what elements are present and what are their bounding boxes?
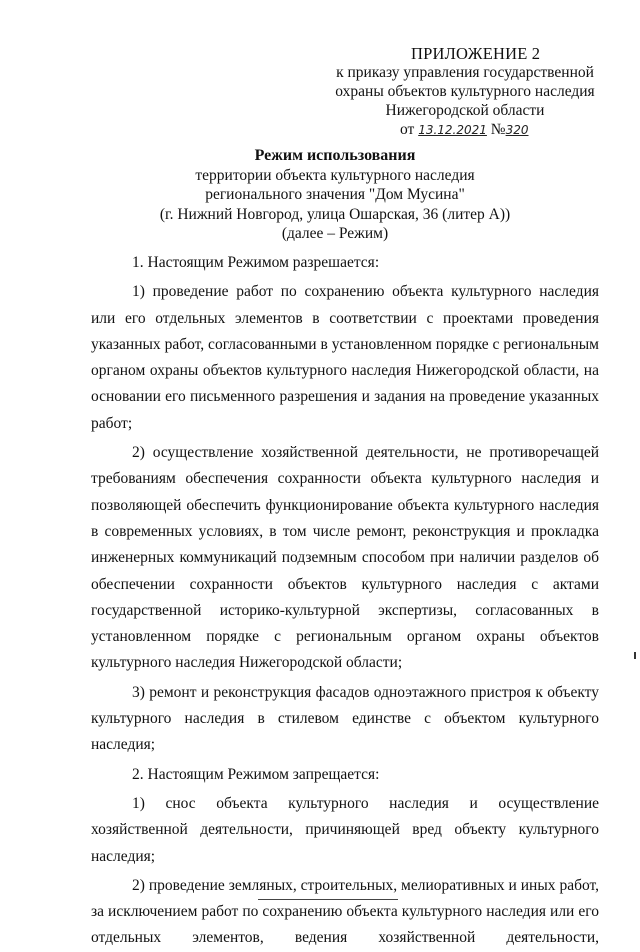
appendix-line-1: к приказу управления государственной	[336, 64, 594, 81]
number-prefix: №	[490, 121, 506, 138]
section-1-item-3: 3) ремонт и реконструкция фасадов одноэтажного пристроя к объекту культурного наследия в стилевом единстве с объектом культурного наследия;	[91, 683, 599, 754]
date-prefix: от	[400, 121, 415, 138]
handwritten-number: 320	[505, 123, 529, 137]
page-bottom-rule	[258, 899, 398, 900]
title-line-1: территории объекта культурного наследия	[195, 166, 475, 184]
appendix-line-2: охраны объектов культурного наследия	[335, 83, 595, 100]
title-line-2: регионального значения "Дом Мусина"	[205, 186, 465, 203]
appendix-header	[330, 44, 600, 140]
section-1-item-2: 2) осуществление хозяйственной деятельности, не противоречащей требованиям обеспечения сохранности объекта культурного наследия и позволяющей обеспечить функционирование объекта культурного наследия в современных условиях, в том числе ремонт, реконструкция и прокладка инженерных коммуникаций подземным способом при наличии разделов об обеспечении сохранности объектов культурного наследия с актами государственной историко-культурной экспертизы, согласованных в установленном порядке с региональным органом охраны объектов культурного наследия Нижегородской области;	[91, 444, 599, 672]
document-title-block	[60, 146, 610, 244]
appendix-heading: ПРИЛОЖЕНИЕ 2	[411, 44, 541, 63]
section-2-item-2: 2) проведение земляных, строительных, мелиоративных и иных работ, за исключением работ по сохранению объекта культурного наследия или его отдельных элементов, ведения хозяйственной деятельности,	[91, 876, 599, 947]
title-line-3: (г. Нижний Новгород, улица Ошарская, 36 (литер А))	[159, 205, 511, 223]
title-line-4: (далее – Режим)	[281, 225, 389, 242]
appendix-line-3: Нижегородской области	[385, 102, 545, 119]
document-title: Режим использования	[254, 147, 416, 164]
section-2-item-1: 1) снос объекта культурного наследия и осуществление хозяйственной деятельности, причиняющей вред объекту культурного наследия;	[91, 794, 599, 865]
scan-artifact	[634, 652, 636, 659]
order-date-number	[330, 120, 600, 140]
section-2-heading: 2. Настоящим Режимом запрещается:	[132, 765, 380, 783]
section-1-item-1: 1) проведение работ по сохранению объекта культурного наследия или его отдельных элементов в соответствии с проектами проведения указанных работ, согласованными в установленном порядке с региональным органом охраны объектов культурного наследия Нижегородской области, на основании его письменного разрешения и задания на проведение указанных работ;	[91, 283, 599, 432]
document-body	[91, 250, 599, 952]
handwritten-date: 13.12.2021	[418, 123, 487, 137]
section-1-heading: 1. Настоящим Режимом разрешается:	[132, 254, 380, 271]
